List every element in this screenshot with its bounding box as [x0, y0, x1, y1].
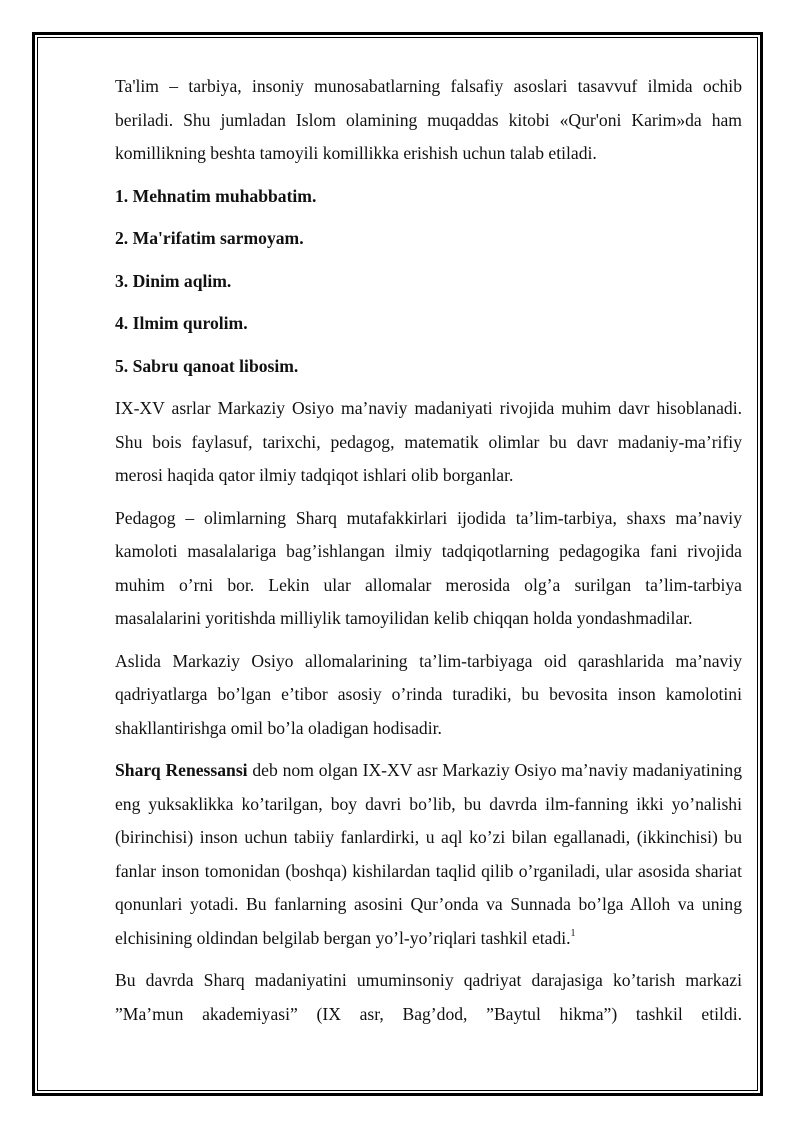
ix-xv-paragraph: IX-XV asrlar Markaziy Osiyo ma’naviy madaniyati rivojida muhim davr hisoblanadi. Shu bois faylasuf, tarixchi, pedagog, matematik olimlar bu davr madaniy-ma’rifiy merosi haqida qator ilmiy tadqiqot ishlari olib borganlar.: [115, 398, 742, 485]
principle-4: 4. Ilmim qurolim.: [115, 313, 248, 333]
renaissance-paragraph: [115, 754, 742, 955]
document-body: [115, 70, 742, 1040]
intro-paragraph: Ta'lim – tarbiya, insoniy munosabatlarning falsafiy asoslari tasavvuf ilmida ochib beriladi. Shu jumladan Islom olamining muqaddas kitobi «Qur'oni Karim»da ham komillikning beshta tamoyili komillikka erishish uchun talab etiladi.: [115, 76, 742, 163]
principle-2: 2. Ma'rifatim sarmoyam.: [115, 228, 304, 248]
footnote-marker[interactable]: 1: [570, 927, 576, 939]
principle-5: 5. Sabru qanoat libosim.: [115, 355, 299, 376]
renaissance-term: Sharq Renessansi: [115, 760, 248, 780]
last-paragraph: Bu davrda Sharq madaniyatini umuminsoniy qadriyat darajasiga ko’tarish markazi ”Ma’mun akademiyasi” (IX asr, Bag’dod, ”Baytul hikma”) tashkil etildi.: [115, 970, 742, 1024]
principle-1: 1. Mehnatim muhabbatim.: [115, 185, 317, 206]
renaissance-text: deb nom olgan IX-XV asr Markaziy Osiyo ma’naviy madaniyatining eng yuksaklikka ko’tarilgan, boy davri bo’lib, bu davrda ilm-fanning ikki yo’nalishi (birinchisi) inson uchun tabiiy fanlardirki, u aql ko’zi bilan egallanadi, (ikkinchisi) bu fanlar inson tomonidan (boshqa) kishilardan taqlid qilib o’rganiladi, ular asosida shariat qonunlari yotadi. Bu fanlarning asosini Qur’onda va Sunnada bo’lga Alloh va uning elchisining oldindan belgilab bergan yo’l-yo’riqlari tashkil etadi.: [115, 760, 742, 948]
pedagog-paragraph: Pedagog – olimlarning Sharq mutafakkirlari ijodida ta’lim-tarbiya, shaxs ma’naviy kamoloti masalalariga bag’ishlangan ilmiy tadqiqotlarning pedagogika fani rivojida muhim o’rni bor. Lekin ular allomalar merosida olg’a surilgan ta’lim-tarbiya masalalarini yoritishda milliylik tamoyilidan kelib chiqqan holda yondashmadilar.: [115, 507, 742, 628]
aslida-paragraph: Aslida Markaziy Osiyo allomalarining ta’lim-tarbiyaga oid qarashlarida ma’naviy qadriyatlarga bo’lgan e’tibor asosiy o’rinda turadiki, bu bevosita inson kamolotini shakllantirishga omil bo’la oladigan hodisadir.: [115, 650, 742, 738]
principle-3: 3. Dinim aqlim.: [115, 270, 232, 291]
